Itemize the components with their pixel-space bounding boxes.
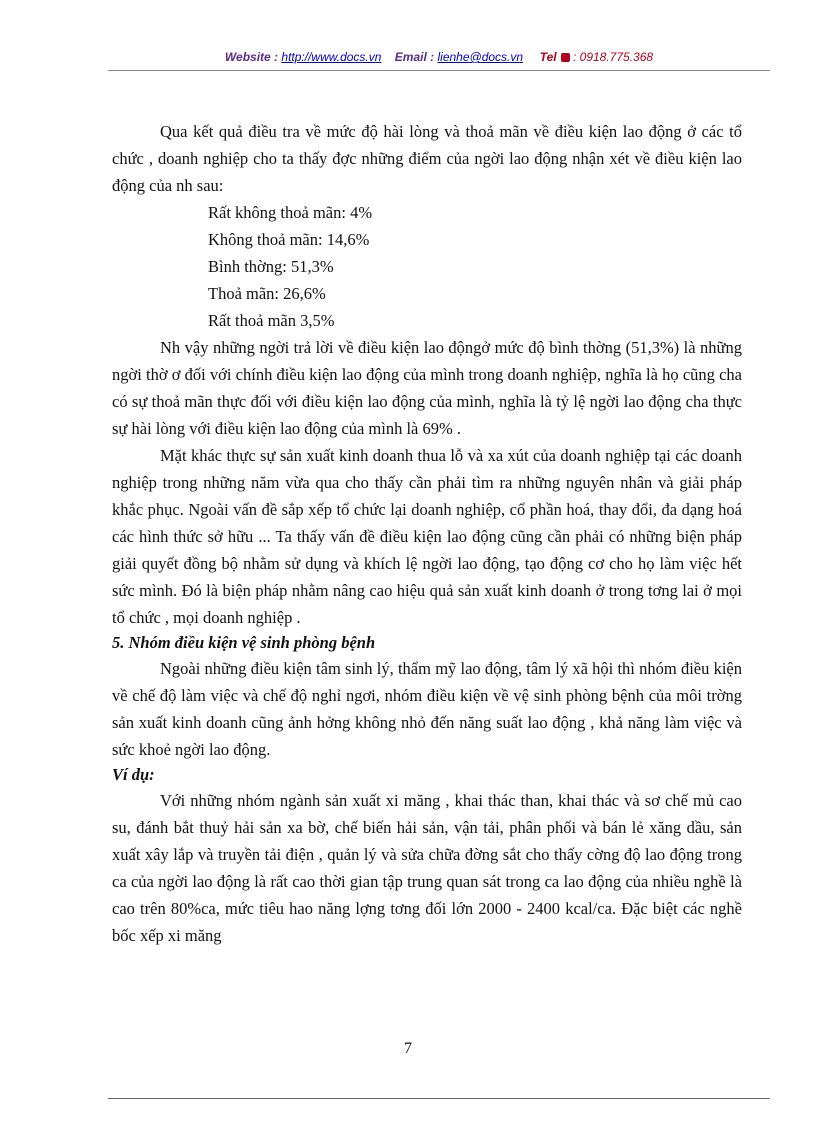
example-label: Ví dụ: xyxy=(112,765,155,784)
website-label: Website : xyxy=(224,50,279,64)
email-link[interactable]: lienhe@docs.vn xyxy=(437,50,524,64)
header-divider xyxy=(108,70,770,71)
paragraph-survey-results: Qua kết quả điều tra về mức độ hài lòng và thoả mãn về điều kiện lao động ở các tổ chức , doanh nghiệp cho ta thấy đợc những điểm của ngời lao động nhận xét về điều kiện lao động của nh sau: xyxy=(112,122,742,195)
tel-label: Tel xyxy=(539,50,557,64)
tel-number: : 0918.775.368 xyxy=(572,50,654,64)
list-item: Bình thờng: 51,3% xyxy=(208,257,334,276)
section-heading: 5. Nhóm điều kiện vệ sinh phòng bệnh xyxy=(112,633,376,652)
footer-divider xyxy=(108,1098,770,1099)
list-item: Thoả mãn: 26,6% xyxy=(208,284,326,303)
list-item: Không thoả mãn: 14,6% xyxy=(208,230,370,249)
paragraph-example: Với những nhóm ngành sản xuất xi măng , khai thác than, khai thác và sơ chế mủ cao su, đánh bắt thuỷ hải sản xa bờ, chế biến hải sản, vận tải, phân phối và bán lẻ xăng dầu, sản xuất xây lắp và truyền tải điện , quản lý và sửa chữa đờng sắt cho thấy cờng độ lao động trong ca của ngời lao động là rất cao thời gian tập trung quan sát trong ca lao động của nhiều nghề là cao trên 80%ca, mức tiêu hao năng lợng tơng đối lớn 2000 - 2400 kcal/ca. Đặc biệt các nghề bốc xếp xi măng xyxy=(112,791,742,945)
list-item: Rất không thoả mãn: 4% xyxy=(208,203,373,222)
paragraph-hygiene-conditions: Ngoài những điều kiện tâm sinh lý, thẩm mỹ lao động, tâm lý xã hội thì nhóm điều kiện về chế độ làm việc và chế độ nghỉ ngơi, nhóm điều kiện về vệ sinh phòng bệnh của môi trờng sản xuất kinh doanh cũng ảnh hởng không nhỏ đến năng suất lao động , khả năng làm việc và sức khoẻ ngời lao động. xyxy=(112,659,742,759)
list-item: Rất thoả mãn 3,5% xyxy=(208,311,335,330)
page-number: 7 xyxy=(404,1040,412,1057)
page-header xyxy=(108,50,770,70)
satisfaction-list xyxy=(112,199,742,334)
paragraph-business-context: Mặt khác thực sự sản xuất kinh doanh thua lỗ và xa xút của doanh nghiệp tại các doanh nghiệp trong những năm vừa qua cho thấy cần phải tìm ra những nguyên nhân và giải pháp khắc phục. Ngoài vấn đề sắp xếp tổ chức lại doanh nghiệp, cổ phần hoá, thay đổi, đa dạng hoá các hình thức sở hữu ... Ta thấy vấn đề điều kiện lao động cũng cần phải có những biện pháp giải quyết đồng bộ nhằm sử dụng và khích lệ ngời lao động, tạo động cơ cho họ làm việc hết sức mình. Đó là biện pháp nhằm nâng cao hiệu quả sản xuất kinh doanh ở trong tơng lai ở mọi tổ chức , mọi doanh nghiệp . xyxy=(112,446,742,627)
paragraph-interpretation: Nh vậy những ngời trả lời về điều kiện lao độngở mức độ bình thờng (51,3%) là những ngời thờ ơ đối với chính điều kiện lao động của mình trong doanh nghiệp, nghĩa là họ cũng cha có sự thoả mãn thực đối với điều kiện lao động của mình, nghĩa là tỷ lệ ngời lao động cha thực sự hài lòng với điều kiện lao động của mình là 69% . xyxy=(112,338,742,438)
document-body xyxy=(112,118,742,949)
phone-icon xyxy=(561,53,570,62)
email-label: Email : xyxy=(394,50,435,64)
website-link[interactable]: http://www.docs.vn xyxy=(281,50,382,64)
